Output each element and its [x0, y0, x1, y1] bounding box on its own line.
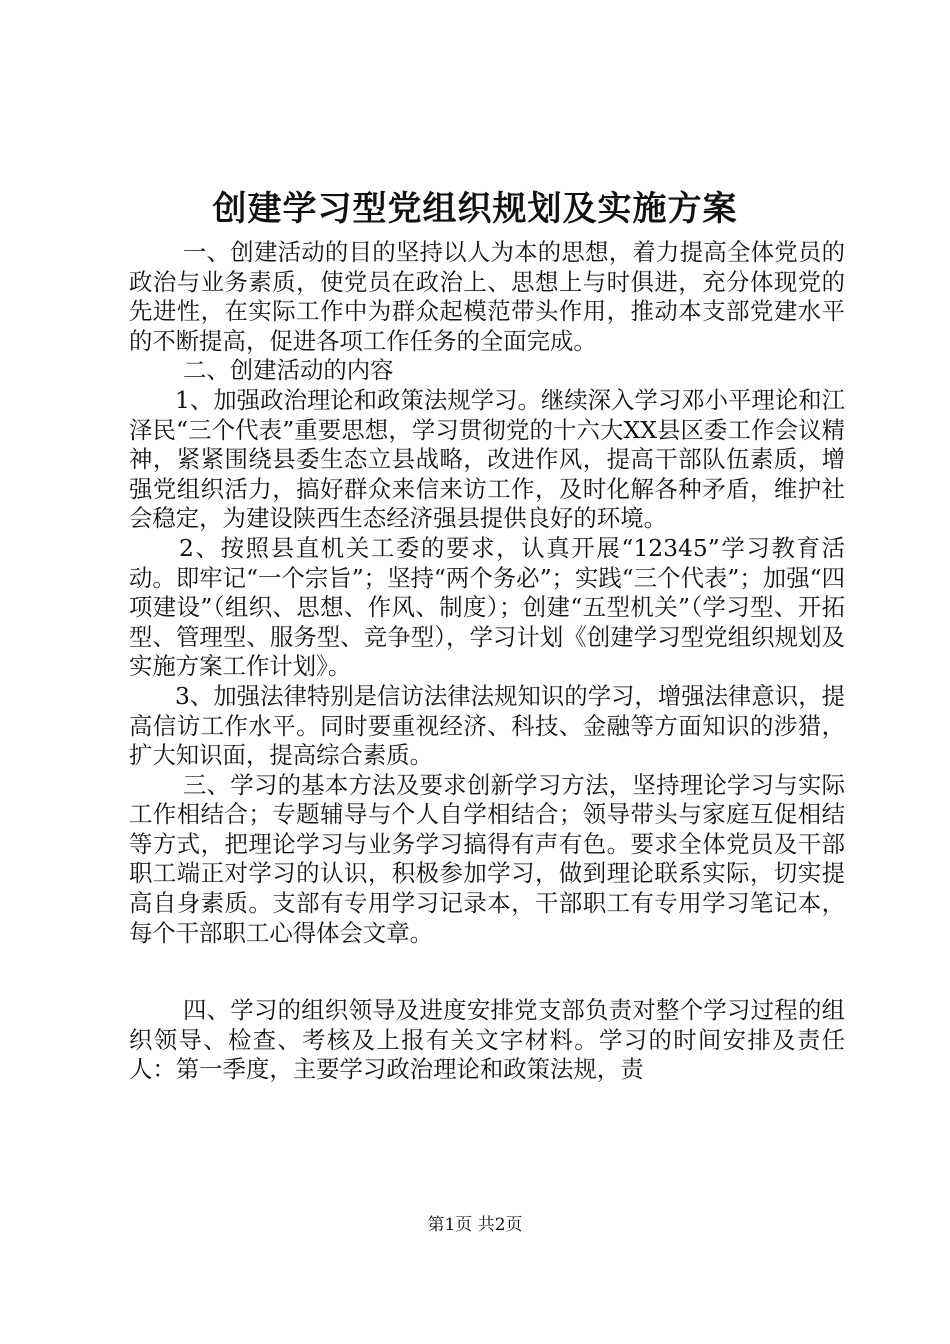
paragraph-organization: 四、学习的组织领导及进度安排党支部负责对整个学习过程的组织领导、检查、考核及上报有关文字材料。学习的时间安排及责任人：第一季度，主要学习政治理论和政策法规，责 [129, 996, 845, 1084]
paragraph-purpose: 一、创建活动的目的坚持以人为本的思想，着力提高全体党员的政治与业务素质，使党员在政治上、思想上与时俱进，充分体现党的先进性，在实际工作中为群众起模范带头作用，推动本支部党建水平的不断提高，促进各项工作任务的全面完成。 [129, 238, 845, 355]
document-body [129, 238, 845, 1085]
paragraph-content-heading: 二、创建活动的内容 [183, 356, 394, 385]
paragraph-item-2: 2、按照县直机关工委的要求，认真开展“12345”学习教育活动。即牢记“一个宗旨”；坚持“两个务必”；实践“三个代表”；加强“四项建设”（组织、思想、作风、制度）；创建“五型机关”（学习型、开拓型、管理型、服务型、竞争型），学习计划《创建学习型党组织规划及实施方案工作计划》。 [129, 533, 845, 681]
document-title: 创建学习型党组织规划及实施方案 [212, 189, 738, 229]
paragraph-spacer [129, 948, 845, 996]
paragraph-methods: 三、学习的基本方法及要求创新学习方法，坚持理论学习与实际工作相结合；专题辅导与个人自学相结合；领导带头与家庭互促相结等方式，把理论学习与业务学习搞得有声有色。要求全体党员及干部职工端正对学习的认识，积极参加学习，做到理论联系实际，切实提高自身素质。支部有专用学习记录本，干部职工有专用学习笔记本，每个干部职工心得体会文章。 [129, 770, 845, 947]
paragraph-item-1: 1、加强政治理论和政策法规学习。继续深入学习邓小平理论和江泽民“三个代表”重要思想，学习贯彻党的十六大XX县区委工作会议精神，紧紧围绕县委生态立县战略，改进作风，提高干部队伍素质，增强党组织活力，搞好群众来信来访工作，及时化解各种矛盾，维护社会稳定，为建设陕西生态经济强县提供良好的环境。 [129, 385, 845, 533]
paragraph-item-3: 3、加强法律特别是信访法律法规知识的学习，增强法律意识，提高信访工作水平。同时要重视经济、科技、金融等方面知识的涉猎，扩大知识面，提高综合素质。 [129, 681, 845, 770]
page-footer: 第1页 共2页 [427, 1215, 523, 1235]
